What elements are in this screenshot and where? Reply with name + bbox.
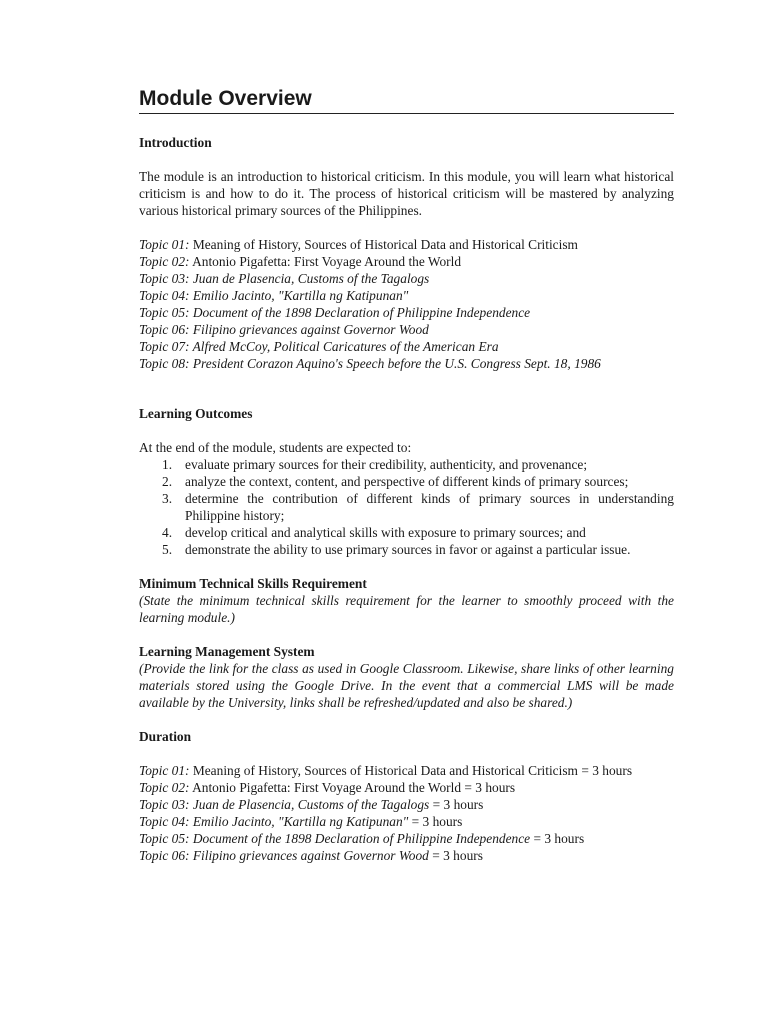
topic-item-06 <box>139 321 674 338</box>
topic-label: Topic 07: <box>139 339 190 354</box>
topic-text: Meaning of History, Sources of Historical Data and Historical Criticism <box>189 237 578 252</box>
list-item <box>139 490 674 524</box>
list-item-number: 3. <box>162 491 173 506</box>
duration-label: Topic 03: <box>139 797 190 812</box>
duration-topic: Document of the 1898 Declaration of Philippine Independence <box>189 831 531 846</box>
document-page <box>139 86 674 864</box>
duration-label: Topic 04: <box>139 814 190 829</box>
learning-outcomes-heading: Learning Outcomes <box>139 406 253 421</box>
topic-item-08 <box>139 355 674 372</box>
topic-text: Filipino grievances against Governor Wood <box>189 322 429 337</box>
duration-item-03 <box>139 796 674 813</box>
duration-hours: = 3 hours <box>429 797 484 812</box>
topic-label: Topic 01: <box>139 237 190 252</box>
topic-text: President Corazon Aquino's Speech before the U.S. Congress Sept. 18, 1986 <box>189 356 601 371</box>
topic-item-05 <box>139 304 674 321</box>
duration-item-04 <box>139 813 674 830</box>
duration-hours: = 3 hours <box>577 763 633 778</box>
topic-text: Document of the 1898 Declaration of Philippine Independence <box>189 305 531 320</box>
list-item-text: determine the contribution of different kinds of primary sources in understanding Philippine history; <box>185 491 674 523</box>
list-item <box>139 541 674 558</box>
duration-item-02 <box>139 779 674 796</box>
duration-topic: Emilio Jacinto, "Kartilla ng Katipunan" <box>189 814 409 829</box>
list-item-number: 4. <box>162 525 173 540</box>
duration-hours: = 3 hours <box>408 814 463 829</box>
duration-topic: Juan de Plasencia, Customs of the Tagalogs <box>189 797 430 812</box>
duration-hours: = 3 hours <box>428 848 483 863</box>
duration-label: Topic 02: <box>139 780 190 795</box>
duration-topic: Filipino grievances against Governor Wood <box>189 848 429 863</box>
topic-label: Topic 08: <box>139 356 190 371</box>
technical-skills-note: (State the minimum technical skills requirement for the learner to smoothly proceed with the learning module.) <box>139 593 674 625</box>
topic-list <box>139 236 674 372</box>
list-item-number: 2. <box>162 474 173 489</box>
list-item-number: 1. <box>162 457 173 472</box>
introduction-heading: Introduction <box>139 135 212 150</box>
topic-text: Antonio Pigafetta: First Voyage Around the World <box>189 254 462 269</box>
list-item-text: demonstrate the ability to use primary sources in favor or against a particular issue. <box>185 542 631 557</box>
technical-skills-heading: Minimum Technical Skills Requirement <box>139 576 367 591</box>
list-item <box>139 524 674 541</box>
topic-item-02 <box>139 253 674 270</box>
duration-hours: = 3 hours <box>530 831 585 846</box>
page-title: Module Overview <box>139 86 674 114</box>
duration-label: Topic 06: <box>139 848 190 863</box>
list-item-text: analyze the context, content, and perspective of different kinds of primary sources; <box>185 474 629 489</box>
topic-label: Topic 03: <box>139 271 190 286</box>
topic-label: Topic 04: <box>139 288 190 303</box>
list-item <box>139 456 674 473</box>
topic-text: Emilio Jacinto, "Kartilla ng Katipunan" <box>189 288 409 303</box>
topic-label: Topic 02: <box>139 254 190 269</box>
topic-item-07 <box>139 338 674 355</box>
duration-topic: Meaning of History, Sources of Historical Data and Historical Criticism <box>189 763 578 778</box>
duration-hours: = 3 hours <box>461 780 516 795</box>
duration-heading: Duration <box>139 729 192 744</box>
list-item-text: evaluate primary sources for their credibility, authenticity, and provenance; <box>185 457 588 472</box>
topic-label: Topic 05: <box>139 305 190 320</box>
list-item <box>139 473 674 490</box>
lms-note: (Provide the link for the class as used in Google Classroom. Likewise, share links of other learning materials stored using the Google Drive. In the event that a commercial LMS will be made available by the University, links shall be refreshed/updated and also be shared.) <box>139 661 674 710</box>
learning-outcomes-intro: At the end of the module, students are expected to: <box>139 440 412 455</box>
list-item-text: develop critical and analytical skills with exposure to primary sources; and <box>185 525 586 540</box>
duration-list <box>139 762 674 864</box>
topic-text: Alfred McCoy, Political Caricatures of the American Era <box>189 339 499 354</box>
duration-item-01 <box>139 762 674 779</box>
topic-label: Topic 06: <box>139 322 190 337</box>
introduction-paragraph: The module is an introduction to historical criticism. In this module, you will learn what historical criticism is and how to do it. The process of historical criticism will be mastered by analyzing various historical primary sources of the Philippines. <box>139 169 674 218</box>
topic-item-03 <box>139 270 674 287</box>
duration-label: Topic 05: <box>139 831 190 846</box>
learning-outcomes-list <box>139 456 674 558</box>
topic-text: Juan de Plasencia, Customs of the Tagalogs <box>189 271 430 286</box>
duration-item-06 <box>139 847 674 864</box>
duration-label: Topic 01: <box>139 763 190 778</box>
topic-item-01 <box>139 236 674 253</box>
duration-item-05 <box>139 830 674 847</box>
topic-item-04 <box>139 287 674 304</box>
lms-heading: Learning Management System <box>139 644 315 659</box>
duration-topic: Antonio Pigafetta: First Voyage Around the World <box>189 780 462 795</box>
list-item-number: 5. <box>162 542 173 557</box>
